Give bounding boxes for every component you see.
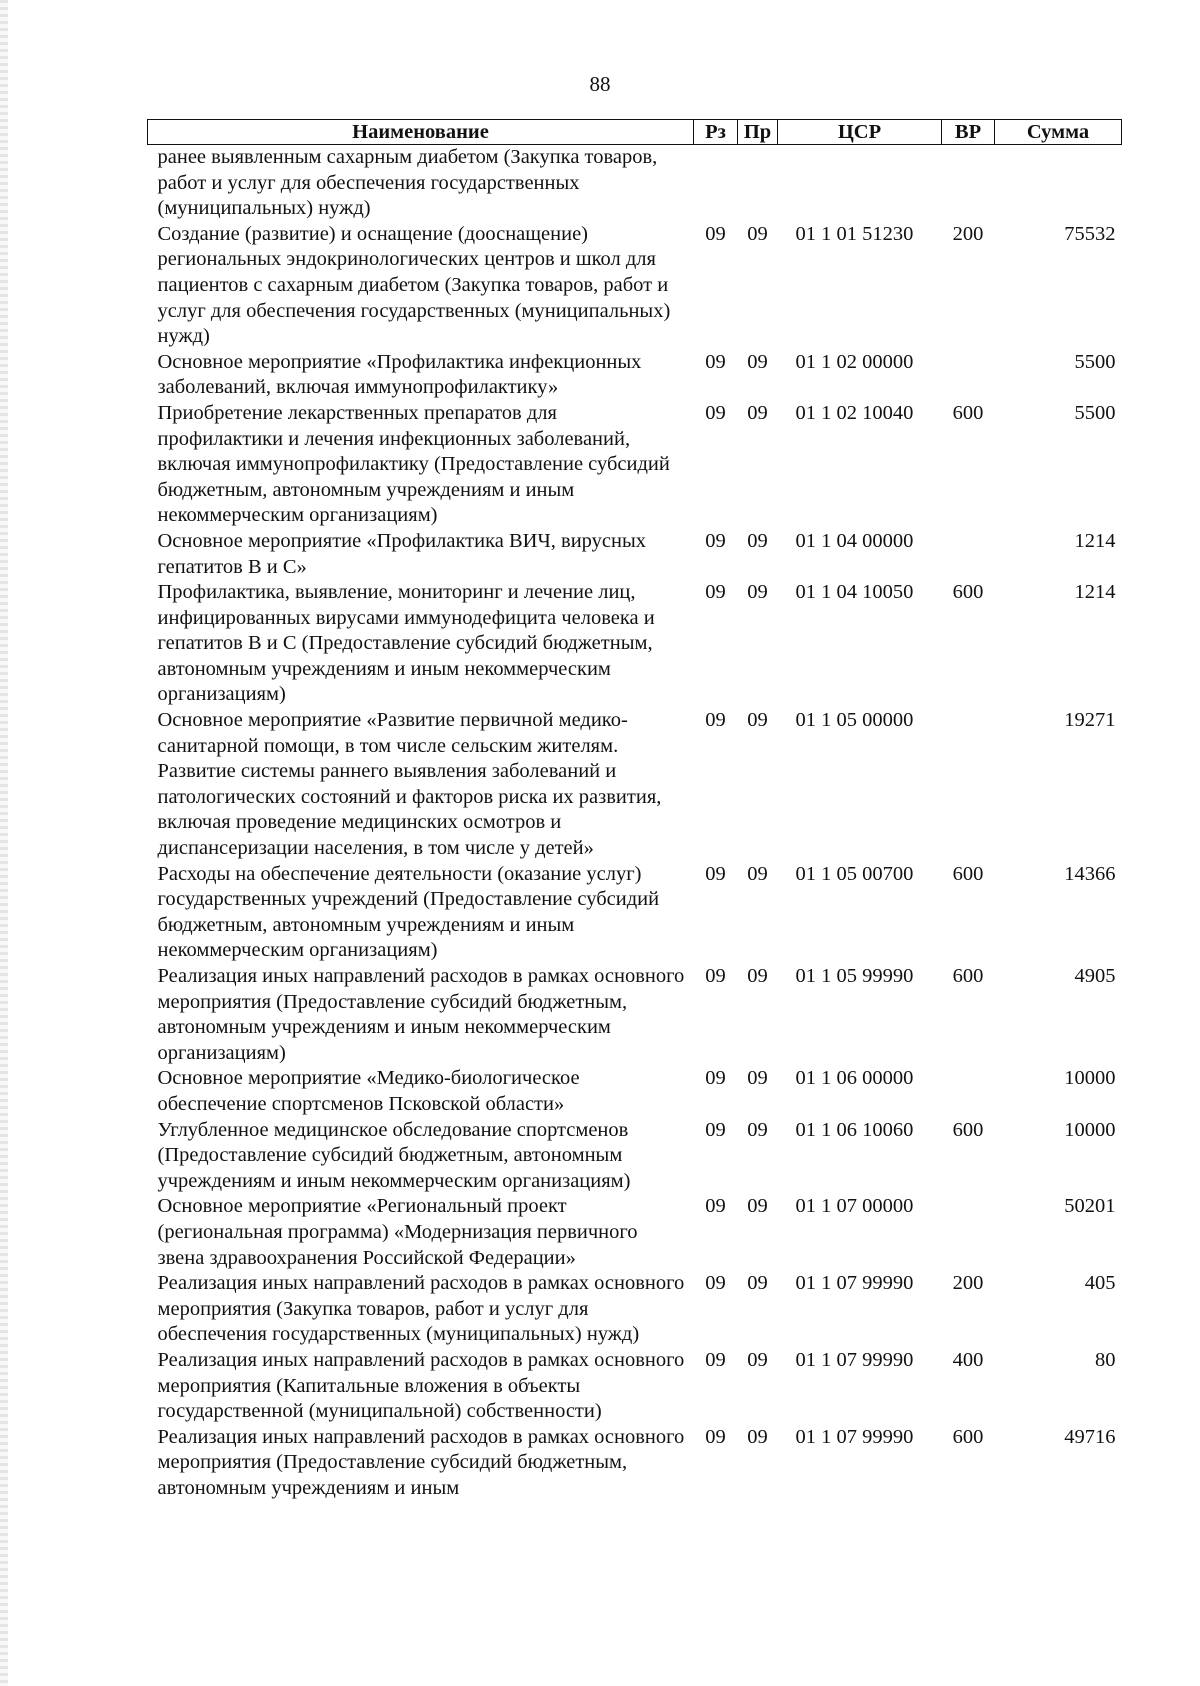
cell-name: Основное мероприятие «Профилактика ВИЧ, вирусных гепатитов В и С» — [157, 529, 646, 578]
cell-vr: 400 — [952, 1348, 984, 1371]
header-name: Наименование — [148, 120, 694, 145]
cell-csr: 01 1 02 10040 — [795, 401, 914, 424]
table-header — [148, 120, 1122, 145]
cell-vr: 600 — [952, 581, 984, 604]
cell-rz: 09 — [705, 529, 726, 552]
cell-rz: 09 — [705, 350, 726, 373]
cell-sum: 10000 — [1064, 1118, 1116, 1141]
cell-csr: 01 1 06 10060 — [795, 1118, 914, 1141]
cell-vr — [942, 529, 995, 580]
cell-csr: 01 1 04 10050 — [795, 581, 914, 604]
cell-sum: 50201 — [1064, 1195, 1116, 1218]
cell-pr: 09 — [747, 1195, 768, 1218]
cell-csr: 01 1 07 99990 — [795, 1425, 914, 1448]
cell-pr: 09 — [747, 862, 768, 885]
header-csr: ЦСР — [778, 120, 942, 145]
cell-vr: 600 — [952, 1425, 984, 1448]
cell-name: Реализация иных направлений расходов в рамках основного мероприятия (Предоставление субсидий бюджетным, автономным учреждениям и иным некоммерческим организациям) — [157, 965, 685, 1064]
cell-pr: 09 — [747, 1067, 768, 1090]
table-row — [148, 1271, 1122, 1348]
cell-name: Основное мероприятие «Региональный проект (региональная программа) «Модернизация первичного звена здравоохранения Российской Федерации» — [157, 1195, 638, 1269]
cell-name: Основное мероприятие «Профилактика инфекционных заболеваний, включая иммунопрофилактику» — [157, 350, 642, 399]
cell-name: Реализация иных направлений расходов в рамках основного мероприятия (Капитальные вложения в объекты государственной (муниципальной) собственности) — [157, 1348, 685, 1423]
cell-vr: 600 — [952, 1118, 984, 1141]
cell-vr: 600 — [952, 862, 984, 885]
cell-sum: 5500 — [1074, 350, 1116, 373]
cell-csr — [778, 145, 942, 222]
page-number: 88 — [589, 72, 611, 96]
table-row — [148, 1118, 1122, 1195]
cell-sum — [995, 145, 1122, 222]
cell-rz: 09 — [705, 965, 726, 987]
table-row — [148, 1066, 1122, 1117]
table-row — [148, 350, 1122, 401]
cell-pr: 09 — [747, 709, 768, 732]
cell-pr — [738, 145, 778, 222]
cell-csr: 01 1 05 99990 — [795, 965, 914, 987]
cell-sum: 49716 — [1064, 1425, 1116, 1448]
table-row — [148, 580, 1122, 708]
cell-name: ранее выявленным сахарным диабетом (Закупка товаров, работ и услуг для обеспечения государственных (муниципальных) нужд) — [157, 146, 658, 220]
cell-vr: 600 — [952, 401, 984, 424]
cell-pr: 09 — [747, 965, 768, 987]
cell-sum: 1214 — [1074, 529, 1116, 552]
cell-vr — [942, 1066, 995, 1117]
cell-sum: 405 — [1084, 1272, 1116, 1295]
cell-sum: 14366 — [1064, 862, 1116, 885]
cell-csr: 01 1 05 00700 — [795, 862, 914, 885]
cell-name: Расходы на обеспечение деятельности (оказание услуг) государственных учреждений (Предоставление субсидий бюджетным, автономным учреждениям и иным некоммерческим организациям) — [157, 862, 660, 962]
cell-pr: 09 — [747, 222, 768, 245]
cell-rz: 09 — [705, 1195, 726, 1218]
cell-pr: 09 — [747, 1118, 768, 1141]
table-row — [148, 529, 1122, 580]
budget-sheet — [147, 119, 1121, 1501]
table-row — [148, 708, 1122, 862]
cell-pr: 09 — [747, 581, 768, 604]
cell-rz: 09 — [705, 222, 726, 245]
table-body — [148, 145, 1122, 1502]
cell-rz: 09 — [705, 1118, 726, 1141]
cell-pr: 09 — [747, 350, 768, 373]
cell-sum: 19271 — [1064, 709, 1116, 732]
cell-sum: 80 — [1095, 1348, 1116, 1371]
cell-vr: 200 — [952, 222, 984, 245]
cell-rz: 09 — [705, 862, 726, 885]
cell-pr: 09 — [747, 1272, 768, 1295]
cell-vr — [942, 350, 995, 401]
cell-vr — [942, 708, 995, 862]
cell-rz: 09 — [705, 581, 726, 604]
header-sum: Сумма — [995, 120, 1122, 145]
cell-name: Реализация иных направлений расходов в рамках основного мероприятия (Предоставление субсидий бюджетным, автономным учреждениям и иным — [157, 1425, 685, 1499]
cell-rz: 09 — [705, 1348, 726, 1371]
cell-pr: 09 — [747, 401, 768, 424]
table-row — [148, 222, 1122, 350]
cell-rz: 09 — [705, 401, 726, 424]
scan-edge-artifact — [0, 0, 8, 1686]
cell-rz: 09 — [705, 709, 726, 732]
table-row — [148, 862, 1122, 964]
cell-csr: 01 1 05 00000 — [795, 709, 914, 732]
cell-rz: 09 — [705, 1425, 726, 1448]
cell-pr: 09 — [747, 1348, 768, 1371]
table-row — [148, 401, 1122, 529]
cell-vr — [942, 1194, 995, 1271]
header-vr: ВР — [942, 120, 995, 145]
table-row — [148, 964, 1122, 1066]
cell-csr: 01 1 07 99990 — [795, 1348, 914, 1371]
cell-sum: 10000 — [1064, 1067, 1116, 1090]
cell-csr: 01 1 07 00000 — [795, 1195, 914, 1218]
cell-name: Реализация иных направлений расходов в рамках основного мероприятия (Закупка товаров, работ и услуг для обеспечения государственных (муниципальных) нужд) — [157, 1272, 685, 1346]
cell-name: Профилактика, выявление, мониторинг и лечение лиц, инфицированных вирусами иммунодефицита человека и гепатитов В и С (Предоставление субсидий бюджетным, автономным учреждениям и иным некоммерческим организациям) — [157, 581, 655, 706]
cell-name: Основное мероприятие «Развитие первичной медико-санитарной помощи, в том числе сельским жителям. Развитие системы раннего выявления заболеваний и патологических состояний и факторов риска их развития, включая проведение медицинских осмотров и диспансеризации населения, в том числе у детей» — [157, 709, 662, 860]
cell-rz — [694, 145, 738, 222]
cell-name: Углубленное медицинское обследование спортсменов (Предоставление субсидий бюджетным, автономным учреждениям и иным некоммерческим организациям) — [157, 1118, 631, 1192]
table-row — [148, 1348, 1122, 1425]
cell-vr — [942, 145, 995, 222]
cell-csr: 01 1 01 51230 — [795, 222, 914, 245]
cell-pr: 09 — [747, 529, 768, 552]
cell-sum: 4905 — [1074, 965, 1116, 987]
header-pr: Пр — [738, 120, 778, 145]
cell-sum: 75532 — [1064, 222, 1116, 245]
cell-pr: 09 — [747, 1425, 768, 1448]
cell-csr: 01 1 04 00000 — [795, 529, 914, 552]
cell-csr: 01 1 02 00000 — [795, 350, 914, 373]
header-rz: Рз — [694, 120, 738, 145]
cell-name: Приобретение лекарственных препаратов для профилактики и лечения инфекционных заболеваний, включая иммунопрофилактику (Предоставление субсидий бюджетным, автономным учреждениям и иным некоммерческим организациям) — [157, 401, 670, 527]
cell-csr: 01 1 07 99990 — [795, 1272, 914, 1295]
table-row — [148, 145, 1122, 222]
cell-sum: 5500 — [1074, 401, 1116, 424]
cell-csr: 01 1 06 00000 — [795, 1067, 914, 1090]
cell-name: Создание (развитие) и оснащение (дооснащение) региональных эндокринологических центров и школ для пациентов с сахарным диабетом (Закупка товаров, работ и услуг для обеспечения государственных (муниципальных) нужд) — [157, 222, 671, 348]
cell-sum: 1214 — [1074, 581, 1116, 604]
table-row — [148, 1194, 1122, 1271]
header-row — [148, 120, 1122, 145]
cell-rz: 09 — [705, 1067, 726, 1090]
cell-name: Основное мероприятие «Медико-биологическое обеспечение спортсменов Псковской области» — [157, 1067, 580, 1115]
budget-table — [147, 119, 1122, 1501]
table-row — [148, 1425, 1122, 1502]
cell-vr: 600 — [952, 965, 984, 987]
cell-rz: 09 — [705, 1272, 726, 1295]
cell-vr: 200 — [952, 1272, 984, 1295]
